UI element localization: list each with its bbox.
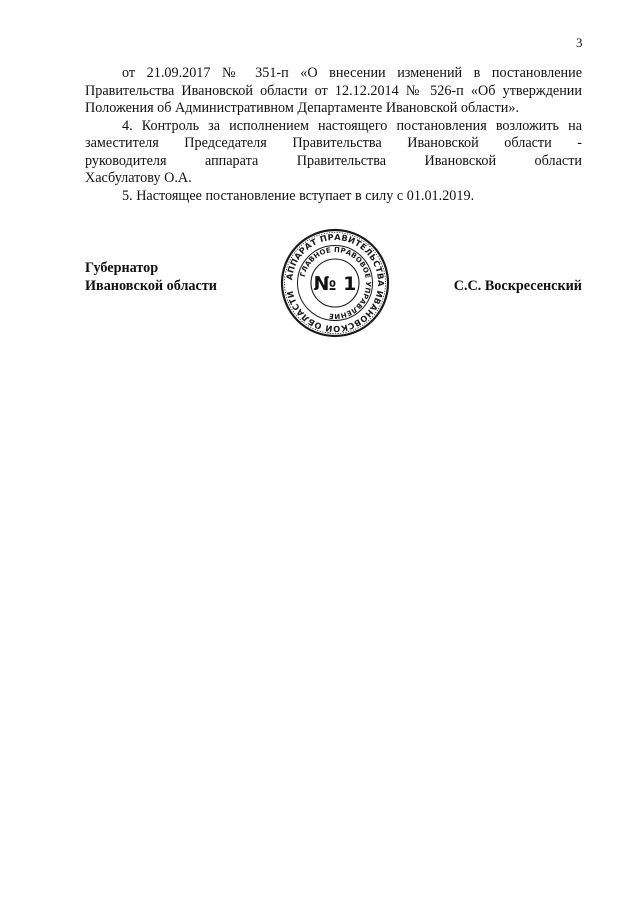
- text-line: руководителя аппарата Правительства Ивановской области: [85, 152, 582, 169]
- signature-block: [85, 231, 582, 370]
- seal-center-number: № 1: [313, 273, 357, 295]
- page-number: 3: [576, 35, 583, 50]
- text-line: Положения об Административном Департаменте Ивановской области».: [85, 100, 519, 116]
- text-line: 4. Контроль за исполнением настоящего постановления возложить на: [122, 117, 582, 134]
- text-line: заместителя Председателя Правительства Ивановской области -: [85, 135, 582, 151]
- text-line: 5. Настоящее постановление вступает в силу с 01.01.2019.: [122, 187, 475, 204]
- text-line: Правительства Ивановской области от 12.12.2014 № 526-п «Об утверждении: [85, 82, 582, 99]
- paragraph-4-control: [85, 118, 582, 188]
- signatory-title-line: Губернатор: [85, 260, 159, 276]
- text-line: от 21.09.2017 № 351-п «О внесении изменений в постановление: [122, 65, 582, 81]
- paragraph-5-effective-date: [85, 188, 582, 206]
- seal-inner-text: ГЛАВНОЕ ПРАВОВОЕ УПРАВЛЕНИЕ: [298, 245, 373, 321]
- signatory-title-line: Ивановской области: [85, 277, 217, 294]
- document-body: [85, 65, 582, 205]
- signatory-name: С.С. Воскресенский: [453, 277, 582, 294]
- paragraph-amendment-reference: [85, 65, 582, 118]
- signatory-title: [85, 260, 217, 295]
- text-line: Хасбулатову О.А.: [85, 170, 192, 186]
- seal-outer-text: АППАРАТ ПРАВИТЕЛЬСТВА ИВАНОВСКОЙ ОБЛАСТИ: [284, 231, 387, 335]
- official-seal: [280, 228, 390, 338]
